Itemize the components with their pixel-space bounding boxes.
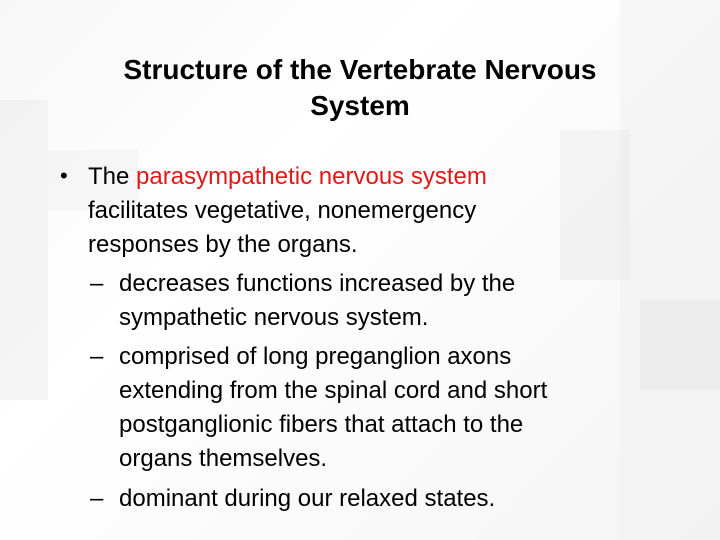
dash-icon: – — [90, 485, 104, 512]
dash-icon: – — [90, 270, 104, 297]
sub-point-2-line-2: extending from the spinal cord and short — [119, 377, 548, 404]
slide-title-line-2: System — [310, 90, 410, 121]
sub-point-3-line-1: dominant during our relaxed states. — [119, 485, 496, 512]
sub-point-1-line-2: sympathetic nervous system. — [119, 304, 429, 331]
highlighted-term: parasympathetic nervous system — [136, 163, 487, 190]
main-point-line-1 — [88, 161, 487, 193]
main-point-prefix: The — [88, 163, 137, 190]
sub-point-2-line-4: organs themselves. — [119, 445, 328, 472]
dash-icon: – — [90, 343, 104, 370]
slide-title-line-1: Structure of the Vertebrate Nervous — [123, 54, 597, 85]
sub-point-1-line-1: decreases functions increased by the — [119, 270, 516, 297]
sub-point-2-line-3: postganglionic fibers that attach to the — [119, 411, 524, 438]
main-point-line-3: responses by the organs. — [88, 231, 358, 258]
main-point-line-2: facilitates vegetative, nonemergency — [88, 197, 477, 224]
bullet-icon: • — [60, 163, 68, 188]
sub-point-2-line-1: comprised of long preganglion axons — [119, 343, 512, 370]
